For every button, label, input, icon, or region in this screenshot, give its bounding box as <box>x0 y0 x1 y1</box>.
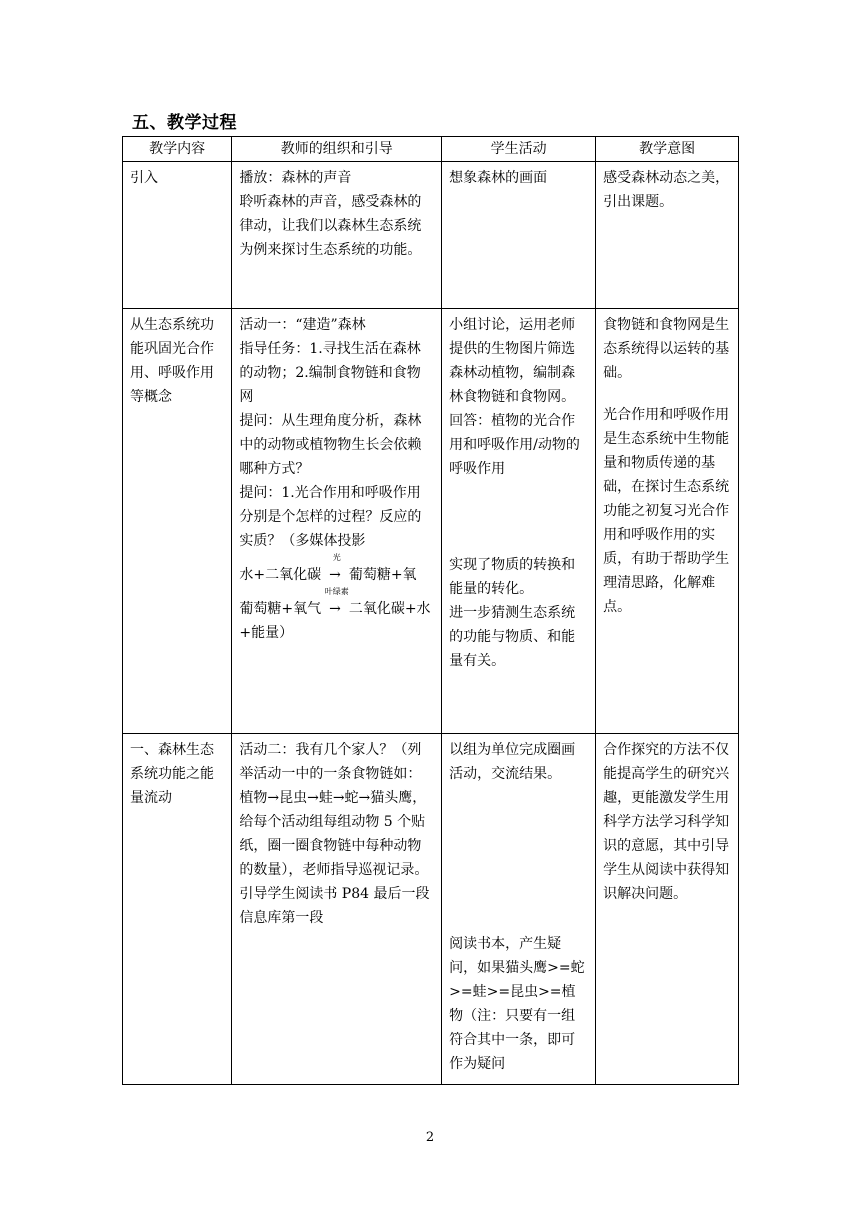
cell-intent <box>596 309 739 734</box>
teacher-text: 提问：从生理角度分析，森林中的动物或植物物生长会依赖哪种方式？ <box>239 413 422 477</box>
cell-intent <box>596 734 739 1085</box>
student-text: 小组讨论，运用老师提供的生物图片筛选森林动植物，编制森林食物链和食物网。 <box>449 317 576 405</box>
cell-teacher <box>232 734 442 1085</box>
intent-text: 合作探究的方法不仅能提高学生的研究兴趣，更能激发学生用科学方法学习科学知识的意愿，其中引导学生从阅读中获得知识解决问题。 <box>603 742 730 902</box>
teacher-text: 提问：1.光合作用和呼吸作用分别是个怎样的过程？反应的实质？（多媒体投影 <box>239 485 422 549</box>
cell-student <box>442 162 596 309</box>
table-row <box>123 734 739 1085</box>
student-text: 进一步猜测生态系统的功能与物质、和能量有关。 <box>449 605 576 669</box>
student-text: 阅读书本，产生疑问，如果猫头鹰>=蛇>=蛙>=昆虫>=植物（注：只要有一组符合其中一条，即可作为疑问 <box>449 936 585 1072</box>
cell-intent <box>596 162 739 309</box>
header-teacher: 教师的组织和引导 <box>232 137 442 162</box>
teaching-process-table <box>122 136 739 1085</box>
teacher-text: 聆听森林的声音，感受森林的律动，让我们以森林生态系统为例来探讨生态系统的功能。 <box>239 194 422 258</box>
cell-teacher <box>232 309 442 734</box>
intent-text: 光合作用和呼吸作用是生态系统中生物能量和物质传递的基础，在探讨生态系统功能之初复习光合作用和呼吸作用的实质，有助于帮助学生理清思路，化解难点。 <box>603 407 730 615</box>
cell-student <box>442 309 596 734</box>
table-row <box>123 309 739 734</box>
intent-text: 食物链和食物网是生态系统得以运转的基础。 <box>603 317 730 381</box>
equation-condition-chlorophyll: 叶绿素 <box>324 587 349 596</box>
cell-content: 从生态系统功能巩固光合作用、呼吸作用等概念 <box>123 309 232 734</box>
teacher-text: 活动二：我有几个家人？（列举活动一中的一条食物链如：植物→昆虫→蛙→蛇→猫头鹰，给每个活动组每组动物 5 个贴纸，圈一圈食物链中每种动物的数量），老师指导巡视记录。 <box>239 742 429 878</box>
teacher-text: 播放：森林的声音 <box>239 170 352 186</box>
table-row <box>123 162 739 309</box>
reaction-arrow-icon: → <box>329 567 341 583</box>
cell-content: 一、森林生态系统功能之能量流动 <box>123 734 232 1085</box>
respiration-equation: 葡萄糖+氧气 → 二氧化碳+水+能量） <box>239 597 434 645</box>
student-text: 以组为单位完成圈画活动，交流结果。 <box>449 742 576 782</box>
teacher-text: 指导任务：1.寻找生活在森林的动物；2.编制食物链和食物网 <box>239 341 421 405</box>
cell-student <box>442 734 596 1085</box>
header-student: 学生活动 <box>442 137 596 162</box>
teacher-text: 活动一：“建造”森林 <box>239 317 366 333</box>
student-text: 想象森林的画面 <box>449 170 548 186</box>
teacher-text: 引导学生阅读书 P84 最后一段信息库第一段 <box>239 886 430 926</box>
student-text: 回答：植物的光合作用和呼吸作用/动物的呼吸作用 <box>449 413 580 477</box>
table-header-row <box>123 137 739 162</box>
section-title: 五、教学过程 <box>132 113 237 133</box>
header-intent: 教学意图 <box>596 137 739 162</box>
cell-teacher <box>232 162 442 309</box>
header-content: 教学内容 <box>123 137 232 162</box>
reaction-arrow-icon: → <box>329 601 341 617</box>
student-text: 实现了物质的转换和能量的转化。 <box>449 557 576 597</box>
photosynthesis-equation: 光 水+二氧化碳 → 葡萄糖+氧 叶绿素 <box>239 553 434 597</box>
cell-content: 引入 <box>123 162 232 309</box>
page-number: 2 <box>425 1130 435 1145</box>
equation-condition-light: 光 <box>332 553 341 562</box>
intent-text: 感受森林动态之美，引出课题。 <box>603 170 730 210</box>
